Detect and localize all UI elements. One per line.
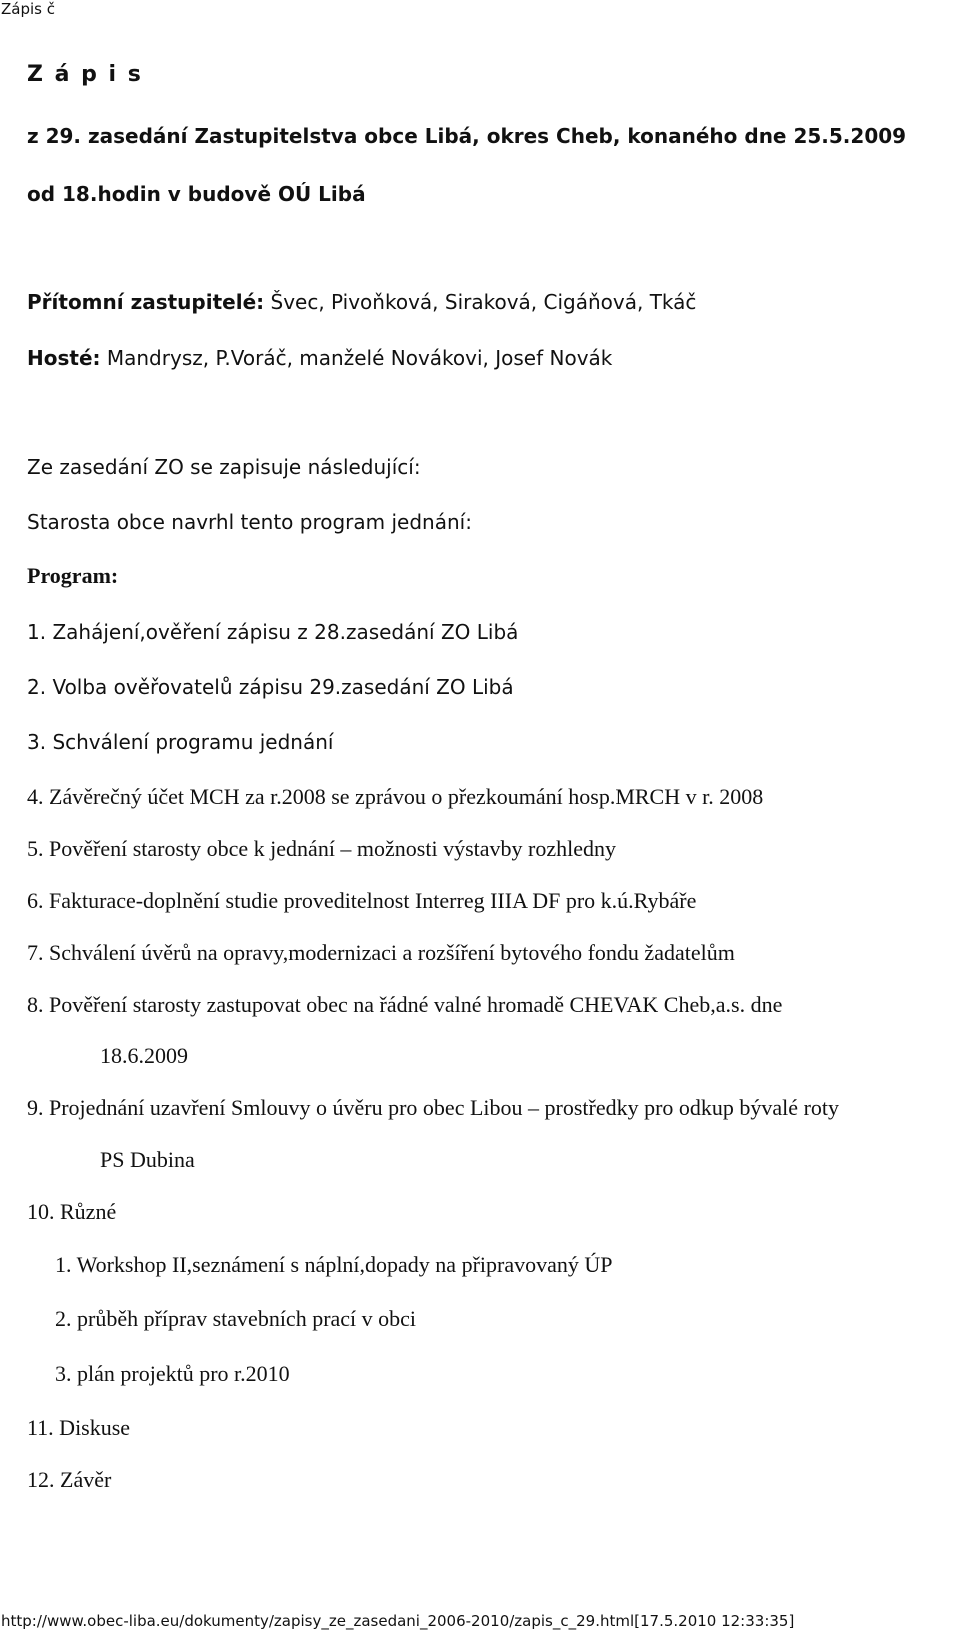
- program-item-2: 2. Volba ověřovatelů zápisu 29.zasedání ZO Libá: [27, 675, 514, 699]
- present-value: Švec, Pivoňková, Siraková, Cigáňová, Tkáč: [264, 290, 697, 314]
- program-item-6: 6. Fakturace-doplnění studie proveditelnost Interreg IIIA DF pro k.ú.Rybáře: [27, 888, 697, 913]
- program-item-5: 5. Pověření starosty obce k jednání – možnosti výstavby rozhledny: [27, 836, 616, 861]
- program-label: Program:: [27, 563, 119, 588]
- program-item-1: 1. Zahájení,ověření zápisu z 28.zasedání ZO Libá: [27, 620, 519, 644]
- program-item-9-continuation: PS Dubina: [100, 1147, 195, 1172]
- meeting-time-place: od 18.hodin v budově OÚ Libá: [27, 182, 366, 206]
- program-item-7: 7. Schválení úvěrů na opravy,modernizaci a rozšíření bytového fondu žadatelům: [27, 940, 735, 965]
- program-item-9: 9. Projednání uzavření Smlouvy o úvěru pro obec Libou – prostředky pro odkup bývalé roty: [27, 1095, 840, 1120]
- proposal-text: Starosta obce navrhl tento program jednání:: [27, 510, 472, 534]
- document-title: Z á p i s: [27, 62, 143, 87]
- program-subitem-10-1: 1. Workshop II,seznámení s náplní,dopady na připravovaný ÚP: [55, 1252, 613, 1277]
- program-subitem-10-2: 2. průběh příprav stavebních prací v obci: [55, 1306, 417, 1331]
- program-item-3: 3. Schválení programu jednání: [27, 730, 334, 754]
- meeting-heading: z 29. zasedání Zastupitelstva obce Libá, okres Cheb, konaného dne 25.5.2009: [27, 124, 907, 148]
- guests-label: Hosté:: [27, 346, 101, 370]
- program-item-8-continuation: 18.6.2009: [100, 1043, 188, 1068]
- intro-text: Ze zasedání ZO se zapisuje následující:: [27, 455, 421, 479]
- guests: [27, 346, 612, 370]
- present-members: [27, 290, 696, 314]
- program-item-10: 10. Různé: [27, 1199, 117, 1224]
- program-item-4: 4. Závěrečný účet MCH za r.2008 se zprávou o přezkoumání hosp.MRCH v r. 2008: [27, 784, 764, 809]
- program-item-8: 8. Pověření starosty zastupovat obec na řádné valné hromadě CHEVAK Cheb,a.s. dne: [27, 992, 783, 1017]
- page-header-title: Zápis č: [1, 0, 55, 18]
- present-label: Přítomní zastupitelé:: [27, 290, 265, 314]
- program-subitem-10-3: 3. plán projektů pro r.2010: [55, 1361, 290, 1386]
- page-footer-url: http://www.obec-liba.eu/dokumenty/zapisy_ze_zasedani_2006-2010/zapis_c_29.html[17.5.2010 12:33:35]: [1, 1612, 795, 1630]
- guests-value: Mandrysz, P.Voráč, manželé Novákovi, Josef Novák: [100, 346, 613, 370]
- program-item-12: 12. Závěr: [27, 1467, 112, 1492]
- program-item-11: 11. Diskuse: [27, 1415, 131, 1440]
